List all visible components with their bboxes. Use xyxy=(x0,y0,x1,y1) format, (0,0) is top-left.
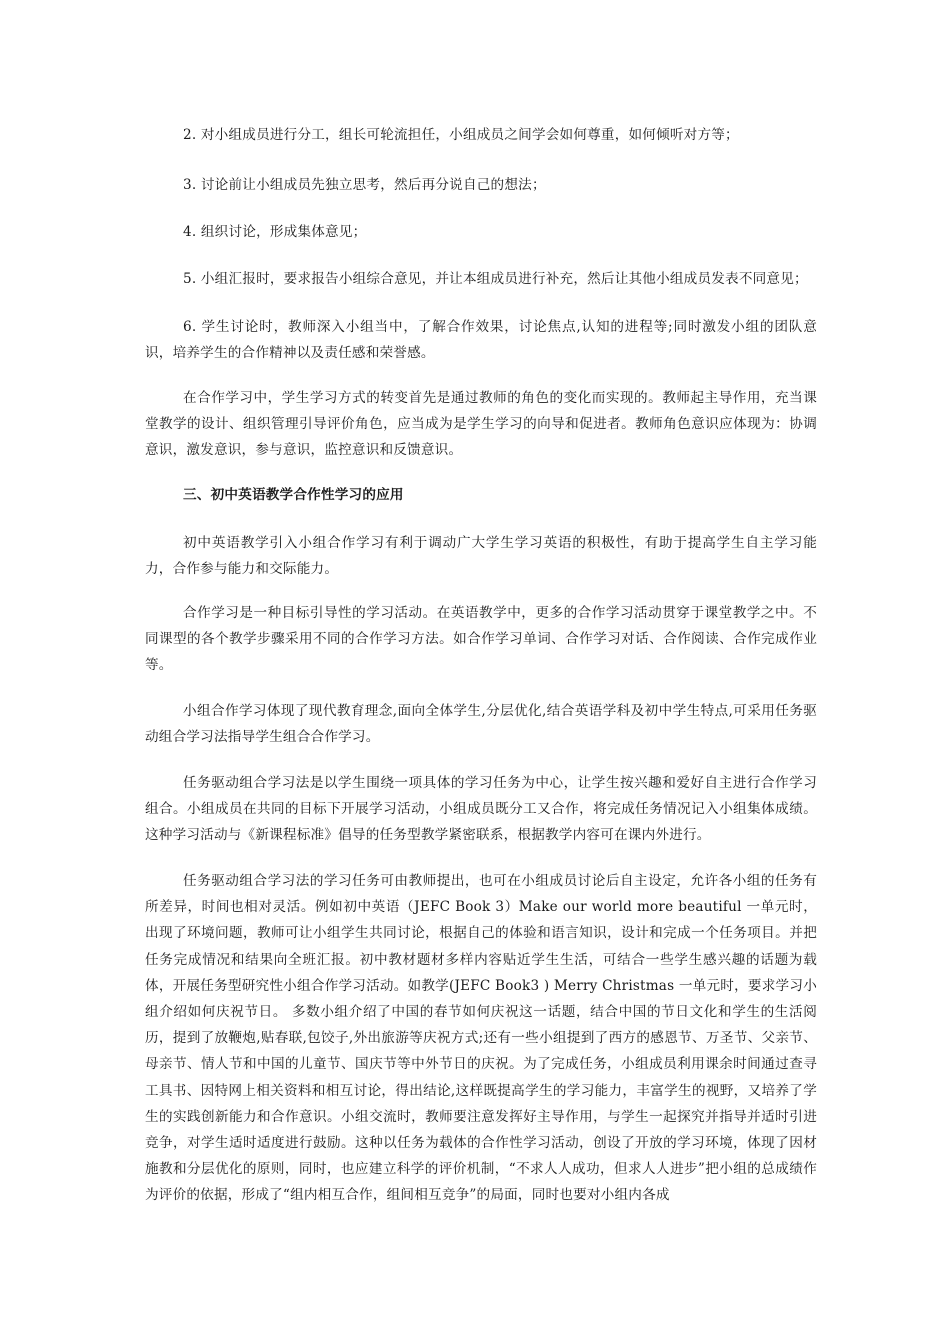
list-item: 6. 学生讨论时，教师深入小组当中，了解合作效果，讨论焦点,认知的进程等;同时激发小组的团队意识，培养学生的合作精神以及责任感和荣誉感。 xyxy=(145,319,817,362)
section-heading: 三、初中英语教学合作性学习的应用 xyxy=(183,487,404,503)
body-paragraph: 在合作学习中，学生学习方式的转变首先是通过教师的角色的变化而实现的。教师起主导作用，充当课堂教学的设计、组织管理引导评价角色，应当成为是学生学习的向导和促进者。教师角色意识应体现为：协调意识，激发意识，参与意识，监控意识和反馈意识。 xyxy=(145,390,817,459)
list-item: 2. 对小组成员进行分工，组长可轮流担任，小组成员之间学会如何尊重，如何倾听对方等； xyxy=(183,127,739,143)
body-paragraph: 任务驱动组合学习法的学习任务可由教师提出，也可在小组成员讨论后自主设定，允许各小组的任务有所差异，时间也相对灵活。例如初中英语（JEFC Book 3）Make our world more beautiful 一单元时，出现了环境问题，教师可让小组学生共同讨论，根据自己的体验和语言知识，设计和完成一个任务项目。并把任务完成情况和结果向全班汇报。初中教材题材多样内容贴近学生生活，可结合一些学生感兴趣的话题为载体，开展任务型研究性小组合作学习活动。如教学(JEFC Book3 ) Merry Christmas 一单元时，要求学习小组介绍如何庆祝节日。 多数小组介绍了中国的春节如何庆祝这一话题，结合中国的节日文化和学生的生活阅历，提到了放鞭炮,贴春联,包饺子,外出旅游等庆祝方式;还有一些小组提到了西方的感恩节、万圣节、父亲节、母亲节、情人节和中国的儿童节、国庆节等中外节日的庆祝。为了完成任务，小组成员利用课余时间通过查寻工具书、因特网上相关资料和相互讨论，得出结论,这样既提高学生的学习能力，丰富学生的视野，又培养了学生的实践创新能力和合作意识。小组交流时，教师要注意发挥好主导作用，与学生一起探究并指导并适时引进竞争，对学生适时适度进行鼓励。这种以任务为载体的合作性学习活动，创设了开放的学习环境，体现了因材施教和分层优化的原则，同时，也应建立科学的评价机制，“不求人人成功，但求人人进步”把小组的总成绩作为评价的依据，形成了“组内相互合作，组间相互竞争”的局面，同时也要对小组内各成 xyxy=(145,873,817,1204)
body-paragraph: 合作学习是一种目标引导性的学习活动。在英语教学中，更多的合作学习活动贯穿于课堂教学之中。不同课型的各个教学步骤采用不同的合作学习方法。如合作学习单词、合作学习对话、合作阅读、合作完成作业等。 xyxy=(145,605,817,674)
list-item: 4. 组织讨论，形成集体意见； xyxy=(183,224,367,240)
body-paragraph: 初中英语教学引入小组合作学习有利于调动广大学生学习英语的积极性，有助于提高学生自主学习能力，合作参与能力和交际能力。 xyxy=(145,535,817,578)
list-item: 3. 讨论前让小组成员先独立思考，然后再分说自己的想法； xyxy=(183,177,546,193)
body-paragraph: 任务驱动组合学习法是以学生围绕一项具体的学习任务为中心，让学生按兴趣和爱好自主进行合作学习组合。小组成员在共同的目标下开展学习活动，小组成员既分工又合作，将完成任务情况记入小组集体成绩。这种学习活动与《新课程标准》倡导的任务型教学紧密联系，根据教学内容可在课内外进行。 xyxy=(145,775,817,844)
body-paragraph: 小组合作学习体现了现代教育理念,面向全体学生,分层优化,结合英语学科及初中学生特点,可采用任务驱动组合学习法指导学生组合合作学习。 xyxy=(145,703,817,746)
list-item: 5. 小组汇报时，要求报告小组综合意见，并让本组成员进行补充，然后让其他小组成员发表不同意见； xyxy=(183,271,808,287)
